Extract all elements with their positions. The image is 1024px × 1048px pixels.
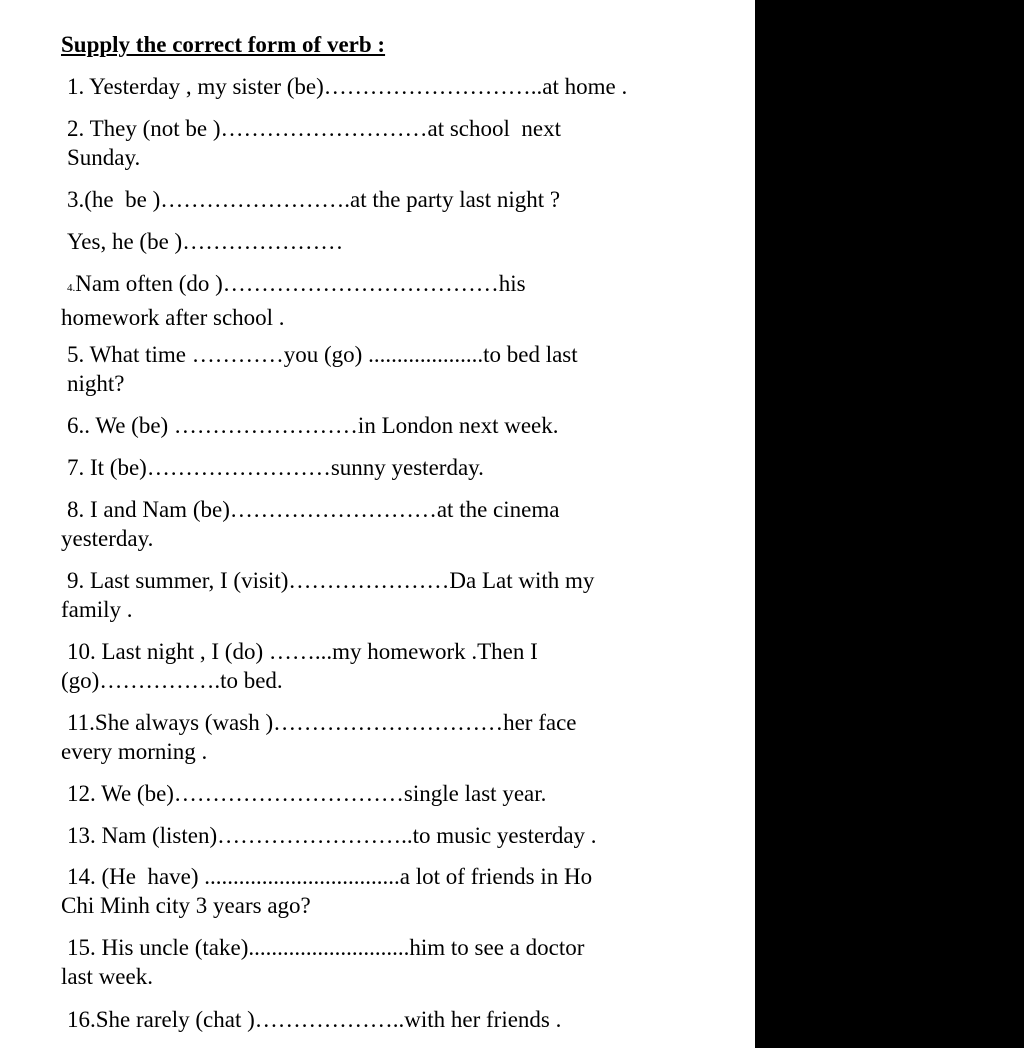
- exercise-number: 4.: [67, 282, 76, 294]
- exercise-text-continued: yesterday.: [61, 526, 154, 551]
- exercise-text: Nam often (do )………………………………his: [75, 271, 526, 296]
- exercise-item: [61, 637, 701, 695]
- exercise-text: 11.She always (wash )…………………………her face: [67, 710, 577, 735]
- exercise-text-continued: every morning .: [61, 739, 208, 764]
- exercise-text-continued: night?: [67, 371, 125, 396]
- exercise-text-continued: homework after school .: [61, 305, 285, 330]
- exercise-text: 5. What time …………you (go) ....................to bed last: [67, 342, 578, 367]
- exercise-item: [61, 495, 701, 553]
- exercise-text: 8. I and Nam (be)………………………at the cinema: [67, 497, 560, 522]
- exercise-item: [61, 933, 701, 991]
- exercise-item: [61, 453, 701, 482]
- exercise-text-continued: family .: [61, 597, 133, 622]
- exercise-item: [61, 779, 701, 808]
- exercise-item: [61, 340, 701, 398]
- exercise-item: [61, 566, 701, 624]
- exercise-text: 14. (He have) ..................................a lot of friends in Ho: [67, 864, 593, 889]
- exercise-text: 6.. We (be) ……………………in London next week.: [67, 413, 559, 438]
- exercise-item: [61, 708, 701, 766]
- exercise-text: Yes, he (be )…………………: [67, 229, 344, 254]
- exercise-text-continued: last week.: [61, 964, 153, 989]
- exercise-text-continued: Chi Minh city 3 years ago?: [61, 893, 311, 918]
- exercise-line: [61, 269, 701, 303]
- exercise-item: [61, 227, 701, 256]
- exercise-text: 9. Last summer, I (visit)…………………Da Lat with my: [67, 568, 595, 593]
- worksheet-heading: Supply the correct form of verb :: [61, 32, 386, 57]
- exercise-text: 13. Nam (listen)……………………..to music yesterday .: [67, 823, 597, 848]
- exercise-text: 2. They (not be )………………………at school next: [67, 116, 562, 141]
- dark-margin: [755, 0, 1024, 1048]
- exercise-item: [61, 185, 701, 214]
- exercise-text: 10. Last night , I (do) ……...my homework .Then I: [67, 639, 538, 664]
- exercise-item: [61, 1005, 701, 1034]
- exercise-text: 16.She rarely (chat )………………..with her friends .: [67, 1007, 562, 1032]
- exercise-text-continued: Sunday.: [67, 145, 141, 170]
- exercise-item: [61, 862, 701, 920]
- exercise-text: 3.(he be )…………………….at the party last night ?: [67, 187, 561, 212]
- exercise-text-continued: (go)…………….to bed.: [61, 668, 283, 693]
- exercise-text: 7. It (be)……………………sunny yesterday.: [67, 455, 484, 480]
- exercise-item: [61, 269, 701, 332]
- exercise-item: [61, 411, 701, 440]
- exercise-text: 15. His uncle (take)............................him to see a doctor: [67, 935, 585, 960]
- exercise-text: 1. Yesterday , my sister (be)………………………..at home .: [67, 74, 628, 99]
- exercise-item: [61, 72, 701, 101]
- exercise-item: [61, 821, 701, 850]
- exercise-text: 12. We (be)…………………………single last year.: [67, 781, 547, 806]
- exercise-item: [61, 114, 701, 172]
